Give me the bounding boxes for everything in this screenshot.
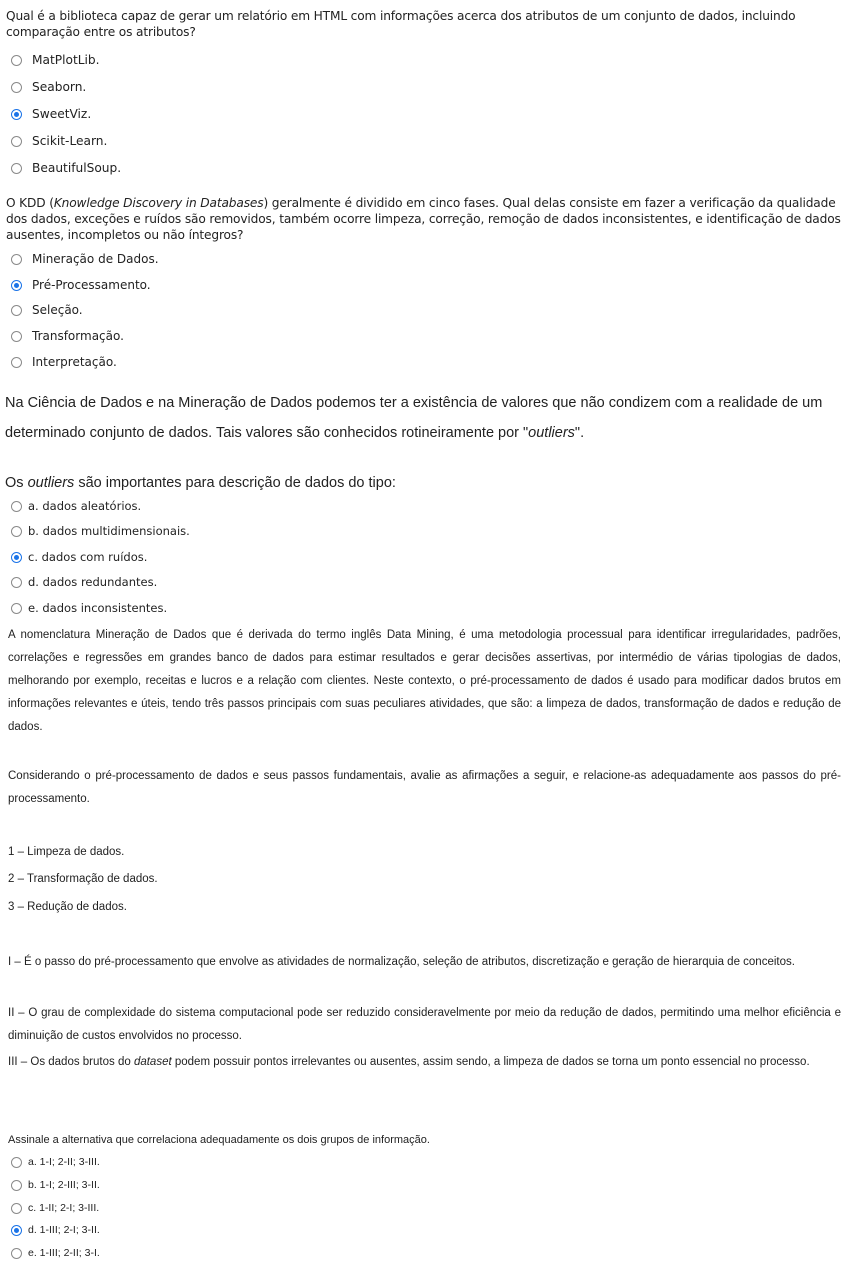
q2-stem-rest: ) geralmente é dividido em cinco fases. Qual delas consiste em fazer a verificação da qualidade dos dados, exceções e ruídos são removidos, também ocorre limpeza, correção, remoção de dados inconsistentes, e identificação de dados ausentes, incompletos ou não íntegros?	[6, 196, 841, 242]
q2-option-label: Seleção.	[32, 303, 83, 317]
question-4-intro: A nomenclatura Mineração de Dados que é derivada do termo inglês Data Mining, é uma metodologia processual para identificar irregularidades, padrões, correlações e regressões em grandes banco de dados para estimar resultados e gerar decisões assertivas, por intermédio de várias tipologias de dados, melhorando por exemplo, receitas e lucros e a relação com clientes. Neste contexto, o pré-processamento de dados é usado para modificar dados brutos em informações relevantes e úteis, tendo três passos principais com suas peculiares atividades, que são: a limpeza de dados, transformação de dados e redução de dados.	[8, 629, 841, 733]
q4-radio-3[interactable]	[11, 1225, 22, 1236]
statement-3-rest: podem possuir pontos irrelevantes ou ausentes, assim sendo, a limpeza de dados se torna um ponto essencial no processo.	[171, 1056, 810, 1068]
q3-context-italic: outliers	[528, 425, 575, 441]
q2-radio-1[interactable]	[11, 280, 22, 291]
q1-option-1[interactable]	[11, 80, 86, 94]
q4-option-label: d. 1-III; 2-I; 3-II.	[28, 1224, 100, 1236]
q1-option-label: SweetViz.	[32, 107, 92, 121]
statement-1: I – É o passo do pré-processamento que envolve as atividades de normalização, seleção de atributos, discretização e geração de hierarquia de conceitos.	[8, 956, 795, 968]
q4-option-label: a. 1-I; 2-II; 3-III.	[28, 1156, 100, 1168]
q4-radio-4[interactable]	[11, 1248, 22, 1259]
q1-option-2[interactable]	[11, 107, 91, 121]
statement-3-italic: dataset	[133, 1056, 172, 1068]
q3-radio-1[interactable]	[11, 526, 22, 537]
q3-radio-3[interactable]	[11, 577, 22, 588]
q4-option-0[interactable]	[11, 1156, 100, 1168]
q2-option-4[interactable]	[11, 355, 117, 369]
q3-option-0[interactable]	[11, 499, 141, 513]
q2-option-3[interactable]	[11, 329, 124, 343]
q1-option-4[interactable]	[11, 161, 121, 175]
q1-option-label: Scikit-Learn.	[32, 134, 108, 148]
q3-option-2[interactable]	[11, 550, 147, 564]
q3-option-label: e. dados inconsistentes.	[28, 601, 168, 615]
q3-context-prefix: Na Ciência de Dados e na Mineração de Dados podemos ter a existência de valores que não condizem com a realidade de um determinado conjunto de dados. Tais valores são conhecidos rotineiramente por "	[5, 395, 823, 441]
q4-option-label: c. 1-II; 2-I; 3-III.	[28, 1202, 100, 1214]
q4-radio-2[interactable]	[11, 1203, 22, 1214]
q2-option-label: Pré-Processamento.	[32, 278, 151, 292]
q2-option-1[interactable]	[11, 278, 151, 292]
q1-radio-0[interactable]	[11, 55, 22, 66]
q3-option-3[interactable]	[11, 575, 157, 589]
step-2: 2 – Transformação de dados.	[8, 873, 158, 885]
q4-radio-1[interactable]	[11, 1180, 22, 1191]
question-1-stem: Qual é a biblioteca capaz de gerar um relatório em HTML com informações acerca dos atributos de um conjunto de dados, incluindo comparação entre os atributos?	[6, 9, 796, 39]
q3-option-1[interactable]	[11, 524, 190, 538]
q2-radio-2[interactable]	[11, 305, 22, 316]
statement-2: II – O grau de complexidade do sistema computacional pode ser reduzido consideravelmente por meio da redução de dados, permitindo uma melhor eficiência e diminuição de custos envolvidos no processo.	[8, 1007, 841, 1042]
q4-option-4[interactable]	[11, 1247, 100, 1259]
question-3-stem	[5, 474, 843, 492]
q3-context-suffix: ".	[574, 425, 585, 441]
q3-stem-rest: são importantes para descrição de dados do tipo:	[74, 475, 396, 491]
q2-radio-3[interactable]	[11, 331, 22, 342]
q2-option-0[interactable]	[11, 252, 159, 266]
q1-radio-1[interactable]	[11, 82, 22, 93]
q4-option-2[interactable]	[11, 1202, 99, 1214]
q3-option-label: b. dados multidimensionais.	[28, 524, 190, 538]
q3-option-label: c. dados com ruídos.	[28, 550, 148, 564]
q1-radio-3[interactable]	[11, 136, 22, 147]
q3-option-4[interactable]	[11, 601, 167, 615]
q3-radio-0[interactable]	[11, 501, 22, 512]
q2-option-label: Transformação.	[32, 329, 124, 343]
question-4-instruction: Considerando o pré-processamento de dados e seus passos fundamentais, avalie as afirmações a seguir, e relacione-as adequadamente aos passos do pré-processamento.	[8, 770, 841, 805]
q2-stem-prefix: O KDD (	[6, 196, 54, 210]
q1-option-label: BeautifulSoup.	[32, 161, 122, 175]
statement-3-prefix: III – Os dados brutos do	[8, 1056, 134, 1068]
q2-option-2[interactable]	[11, 303, 83, 317]
q4-option-1[interactable]	[11, 1179, 100, 1191]
statement-3	[8, 1051, 841, 1074]
q3-radio-4[interactable]	[11, 603, 22, 614]
q3-radio-2[interactable]	[11, 552, 22, 563]
question-3-context	[5, 388, 845, 448]
q2-stem-italic: Knowledge Discovery in Databases	[53, 196, 264, 210]
q2-option-label: Interpretação.	[32, 355, 117, 369]
q2-option-label: Mineração de Dados.	[32, 252, 159, 266]
q3-option-label: a. dados aleatórios.	[28, 499, 142, 513]
question-2-stem	[6, 195, 843, 243]
q1-option-3[interactable]	[11, 134, 107, 148]
q2-radio-4[interactable]	[11, 357, 22, 368]
q3-stem-italic: outliers	[27, 475, 75, 491]
step-3: 3 – Redução de dados.	[8, 901, 127, 913]
question-4-prompt: Assinale a alternativa que correlaciona adequadamente os dois grupos de informação.	[8, 1134, 430, 1146]
q1-option-label: MatPlotLib.	[32, 53, 100, 67]
q1-radio-2[interactable]	[11, 109, 22, 120]
q4-option-3[interactable]	[11, 1224, 100, 1236]
q2-radio-0[interactable]	[11, 254, 22, 265]
q4-option-label: e. 1-III; 2-II; 3-I.	[28, 1247, 100, 1259]
q3-stem-prefix: Os	[5, 475, 28, 491]
q4-radio-0[interactable]	[11, 1157, 22, 1168]
q1-option-0[interactable]	[11, 53, 100, 67]
step-1: 1 – Limpeza de dados.	[8, 846, 125, 858]
q3-option-label: d. dados redundantes.	[28, 575, 158, 589]
q4-option-label: b. 1-I; 2-III; 3-II.	[28, 1179, 100, 1191]
q1-option-label: Seaborn.	[32, 80, 87, 94]
q1-radio-4[interactable]	[11, 163, 22, 174]
